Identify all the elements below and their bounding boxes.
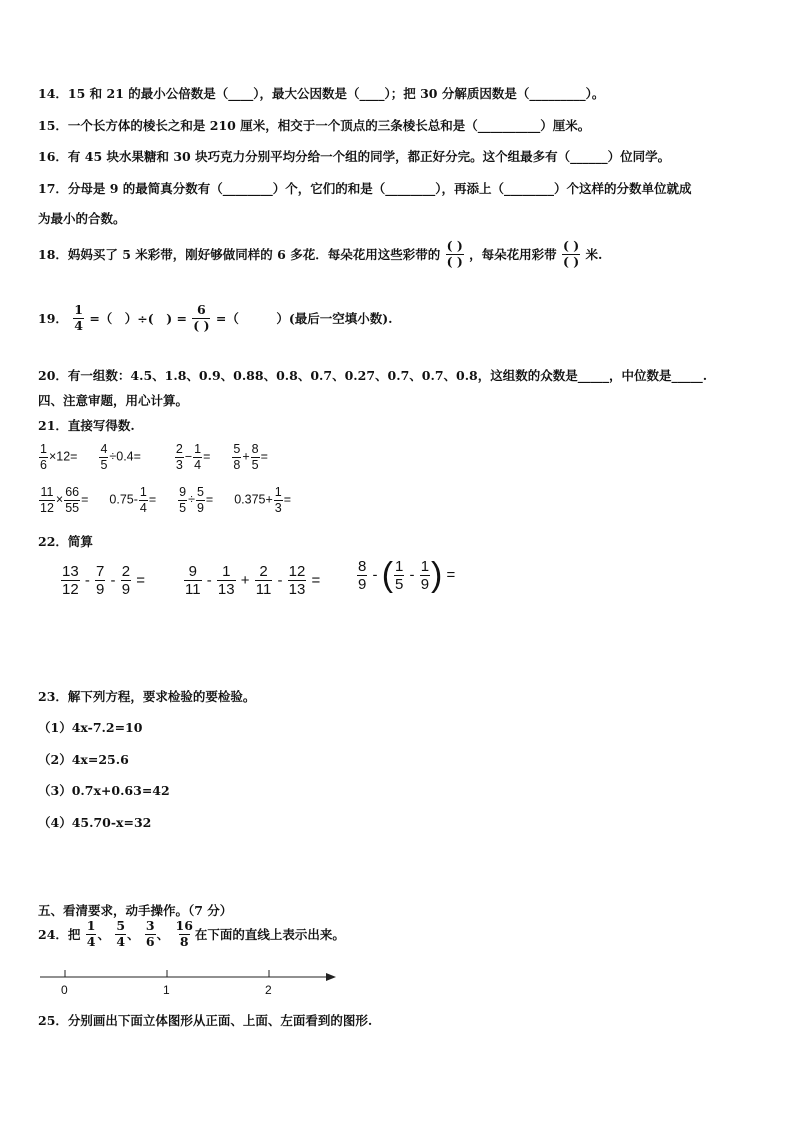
q21-expr-7: $\frac{9}{5}$ ÷ $\frac{5}{9}$ = (179, 485, 214, 515)
question-22: 22．简算 (38, 534, 93, 549)
question-21: 21．直接写得数. (38, 418, 135, 433)
q18-prefix: 18．妈妈买了 5 米彩带，刚好够做同样的 6 多花．每朵花用这些彩带的 (38, 247, 441, 262)
q21-expr-8: 0.375+ $\frac{1}{3}$ = (234, 485, 292, 515)
number-line-label-0: 0 (61, 983, 68, 997)
q21-expr-3: $\frac{2}{3}$ − $\frac{1}{4}$ = (175, 442, 211, 472)
q21-row-2 (38, 486, 291, 514)
q23-item-4: （4）45.70-x=32 (38, 815, 152, 830)
q21-expr-1: $\frac{1}{6}$ ×12= (40, 442, 78, 472)
q18-blank-fraction-1[interactable]: $\frac{( )}{( )}$ (446, 238, 463, 269)
q21-expr-6: 0.75- $\frac{1}{4}$ = (109, 485, 157, 515)
question-24: 24．把 $\frac{1}{4}$ 、 $\frac{5}{4}$ 、 $\frac{3}{6}$ 、 $\frac{16}{8}$ 在下面的直线上表示出来。 (38, 918, 345, 949)
question-16: 16．有 45 块水果糖和 30 块巧克力分别平均分给一个组的同学，都正好分完。这个组最多有（______）位同学。 (38, 149, 671, 164)
question-17-line2: 为最小的合数。 (38, 211, 126, 226)
question-15: 15．一个长方体的棱长之和是 210 厘米，相交于一个顶点的三条棱长总和是（__________）厘米。 (38, 118, 591, 133)
q23-item-2: （2）4x=25.6 (38, 752, 129, 767)
q19-fraction-1: $\frac{1}{4}$ (74, 302, 83, 333)
question-25: 25．分别画出下面立体图形从正面、上面、左面看到的图形. (38, 1013, 373, 1028)
q21-row-1 (38, 443, 268, 471)
q22-expr-1: $\frac{13}{12}$ - $\frac{7}{9}$ - $\frac{2}{9}$ = (62, 563, 145, 598)
q23-item-3: （3）0.7x+0.63=42 (38, 783, 170, 798)
number-line-label-2: 2 (265, 983, 272, 997)
question-17-line1: 17．分母是 9 的最简真分数有（________）个，它们的和是（________），再添上（________）个这样的分数单位就成 (38, 181, 692, 196)
question-18 (38, 240, 602, 268)
q21-expr-2: $\frac{4}{5}$ ÷0.4= (100, 442, 141, 472)
q19-fraction-2: $\frac{6}{( )}$ (193, 302, 210, 333)
number-line-label-1: 1 (163, 983, 170, 997)
section-5-heading: 五、看清要求，动手操作。（7 分） (38, 903, 233, 918)
section-4-heading: 四、注意审题，用心计算。 (38, 393, 189, 408)
q21-expr-4: $\frac{5}{8}$ + $\frac{8}{5}$ = (233, 442, 268, 472)
question-19: 19． $\frac{1}{4}$ =（ ）÷( ) = $\frac{6}{( )}$ =（ ）(最后一空填小数). (38, 302, 393, 333)
number-line[interactable] (36, 965, 336, 997)
q18-mid: ，每朵花用彩带 (469, 247, 557, 262)
q23-item-1: （1）4x-7.2=10 (38, 720, 143, 735)
q22-expr-3: $\frac{8}{9}$ - ( $\frac{1}{5}$ - $\frac{1}{9}$ ) = (358, 556, 456, 594)
q18-suffix: 米. (585, 247, 603, 262)
question-23: 23．解下列方程，要求检验的要检验。 (38, 689, 256, 704)
question-14: 14．15 和 21 的最小公倍数是（____），最大公因数是（____）；把 30 分解质因数是（_________）。 (38, 86, 605, 101)
question-20: 20．有一组数：4.5、1.8、0.9、0.88、0.8、0.7、0.27、0.7、0.7、0.8，这组数的众数是_____，中位数是_____. (38, 368, 708, 383)
q22-expr-2: $\frac{9}{11}$ - $\frac{1}{13}$ + $\frac{2}{11}$ - $\frac{12}{13}$ = (185, 563, 321, 598)
q21-expr-5: $\frac{11}{12}$ × $\frac{66}{55}$ = (40, 485, 89, 515)
q18-blank-fraction-2[interactable]: $\frac{( )}{( )}$ (562, 238, 580, 269)
